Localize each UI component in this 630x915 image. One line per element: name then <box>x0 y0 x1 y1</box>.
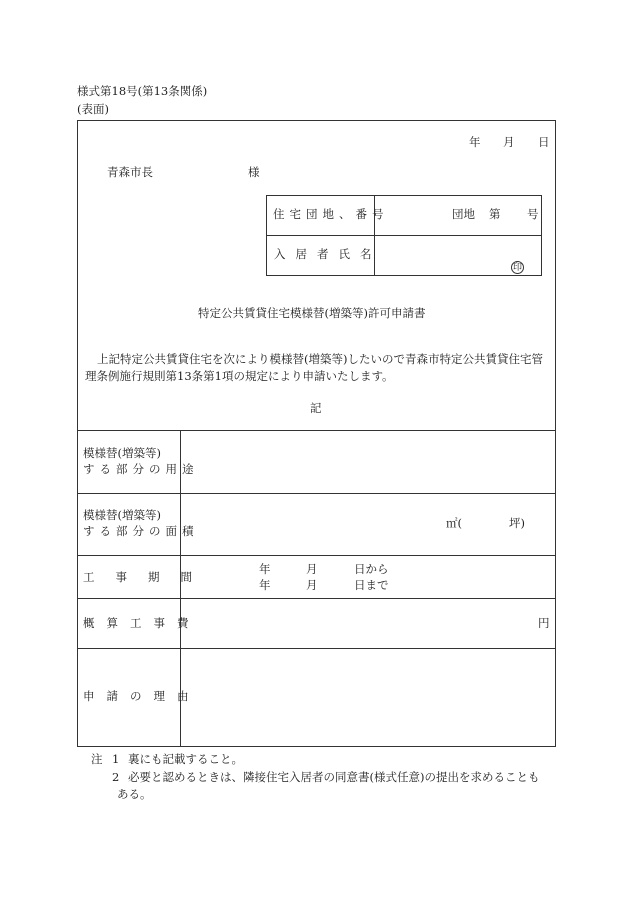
body-text: 上記特定公共賃貸住宅を次により模様替(増築等)したいので青森市特定公共賃貸住宅管理条例施行規則第13条第1項の規定により申請いたします。 <box>85 352 543 383</box>
seal-mark: 印 <box>512 263 522 273</box>
usage-label-line1: 模様替(増築等) <box>83 446 161 460</box>
date-month: 月 <box>503 135 515 149</box>
row-divider-period <box>77 598 556 599</box>
area-unit-tsubo: 坪) <box>509 516 525 530</box>
details-top-border <box>77 430 556 431</box>
go-text: 号 <box>527 207 539 221</box>
form-side: (表面) <box>77 102 109 116</box>
residence-label: 住宅団地、番号 <box>273 207 389 221</box>
form-number: 様式第18号(第13条関係) <box>77 84 208 98</box>
note-2-number: 2 <box>112 770 120 784</box>
ki-mark: 記 <box>310 401 322 415</box>
period-from-year: 年 <box>259 562 271 576</box>
note-1-number: 1 <box>112 752 120 766</box>
date-year: 年 <box>469 135 481 149</box>
danchi-text: 団地 <box>452 207 475 221</box>
note-1-text: 裏にも記載すること。 <box>128 752 243 766</box>
row-divider-cost <box>77 648 556 649</box>
dai-text: 第 <box>489 207 501 221</box>
row-divider-area <box>77 555 556 556</box>
area-label-line2: する部分の面積 <box>83 524 199 538</box>
period-from-day: 日から <box>354 562 389 576</box>
addressee: 青森市長 <box>107 165 153 179</box>
period-label: 工事期間 <box>83 570 213 584</box>
reason-label: 申請の理由 <box>83 689 201 703</box>
applicant-table-divider <box>266 235 542 236</box>
row-divider-usage <box>77 493 556 494</box>
note-2-text-line1: 必要と認めるときは、隣接住宅入居者の同意書(様式任意)の提出を求めることも <box>128 770 540 784</box>
document-title: 特定公共賃貸住宅模様替(増築等)許可申請書 <box>198 306 426 320</box>
period-from-month: 月 <box>306 562 318 576</box>
notes-prefix: 注 <box>91 752 103 766</box>
honorific: 様 <box>248 165 260 179</box>
note-2-text-line2: ある。 <box>117 787 152 801</box>
area-unit-m2: ㎡( <box>446 516 462 530</box>
usage-label-line2: する部分の用途 <box>83 462 199 476</box>
cost-unit: 円 <box>538 616 550 630</box>
resident-name-label: 入居者氏名 <box>274 247 382 261</box>
period-to-year: 年 <box>259 578 271 592</box>
area-label-line1: 模様替(増築等) <box>83 508 161 522</box>
date-day: 日 <box>538 135 550 149</box>
period-to-month: 月 <box>306 578 318 592</box>
period-to-day: 日まで <box>354 578 389 592</box>
cost-label: 概算工事費 <box>83 616 201 630</box>
